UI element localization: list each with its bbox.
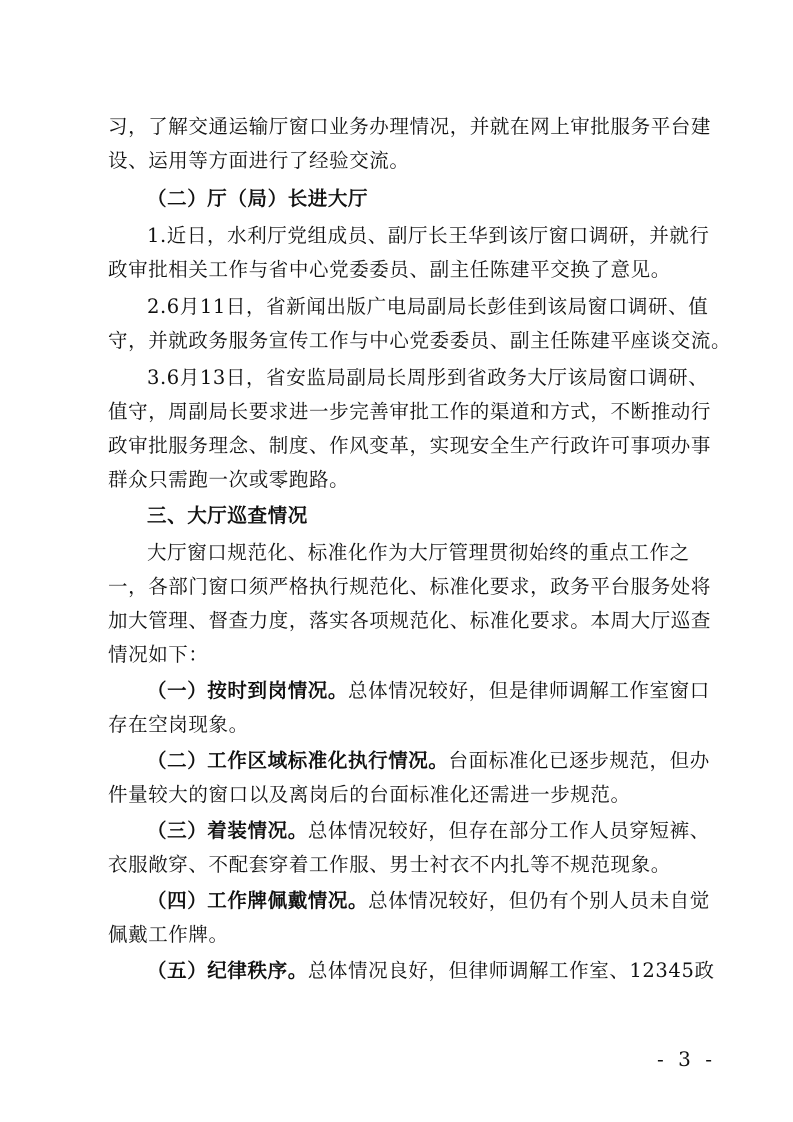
list-item xyxy=(147,956,715,986)
item-label: （四）工作牌佩戴情况。 xyxy=(147,889,369,912)
text-line: 习，了解交通运输厅窗口业务办理情况，并就在网上审批服务平台建 xyxy=(108,115,712,138)
text-line: 政审批服务理念、制度、作风变革，实现安全生产行政许可事项办事 xyxy=(108,434,712,457)
text-line: 一，各部门窗口须严格执行规范化、标准化要求，政务平台服务处将 xyxy=(108,575,712,598)
item-label: （二）工作区域标准化执行情况。 xyxy=(147,749,449,772)
text-line: 佩戴工作牌。 xyxy=(108,923,229,946)
item-text: 总体情况较好，但是律师调解工作室窗口 xyxy=(348,679,710,702)
text-line: 2.6月11日，省新闻出版广电局副局长彭佳到该局窗口调研、值 xyxy=(147,295,709,318)
text-line: 1.近日，水利厅党组成员、副厅长王华到该厅窗口调研，并就行 xyxy=(147,224,710,247)
page-number: - 3 - xyxy=(657,1047,716,1071)
section-heading: （二）厅（局）长进大厅 xyxy=(147,187,369,210)
text-line: 情况如下： xyxy=(108,643,209,666)
text-line: 3.6月13日，省安监局副局长周彤到省政务大厅该局窗口调研、 xyxy=(147,366,709,389)
item-text: 总体情况良好，但律师调解工作室、12345政 xyxy=(307,959,715,982)
item-text: 台面标准化已逐步规范，但办 xyxy=(448,749,710,772)
text-line: 衣服敞穿、不配套穿着工作服、男士衬衣不内扎等不规范现象。 xyxy=(108,853,671,876)
list-item xyxy=(147,816,710,846)
text-line: 守，并就政务服务宣传工作与中心党委委员、副主任陈建平座谈交流。 xyxy=(108,329,732,352)
text-line: 值守，周副局长要求进一步完善审批工作的渠道和方式，不断推动行 xyxy=(108,400,712,423)
list-item xyxy=(147,676,710,706)
item-text: 总体情况较好，但存在部分工作人员穿短裤、 xyxy=(307,819,710,842)
item-label: （三）着装情况。 xyxy=(147,819,308,842)
text-line: 存在空岗现象。 xyxy=(108,713,249,736)
item-label: （一）按时到岗情况。 xyxy=(147,679,349,702)
text-line: 群众只需跑一次或零跑路。 xyxy=(108,468,350,491)
text-line: 设、运用等方面进行了经验交流。 xyxy=(108,149,410,172)
item-text: 总体情况较好，但仍有个别人员未自觉 xyxy=(368,889,710,912)
section-heading: 三、大厅巡查情况 xyxy=(147,504,308,527)
list-item xyxy=(147,886,710,916)
text-line: 大厅窗口规范化、标准化作为大厅管理贯彻始终的重点工作之 xyxy=(147,541,690,564)
item-label: （五）纪律秩序。 xyxy=(147,959,308,982)
text-line: 件量较大的窗口以及离岗后的台面标准化还需进一步规范。 xyxy=(108,783,631,806)
list-item xyxy=(147,746,710,776)
text-line: 加大管理、督查力度，落实各项规范化、标准化要求。本周大厅巡查 xyxy=(108,609,712,632)
text-line: 政审批相关工作与省中心党委委员、副主任陈建平交换了意见。 xyxy=(108,258,671,281)
